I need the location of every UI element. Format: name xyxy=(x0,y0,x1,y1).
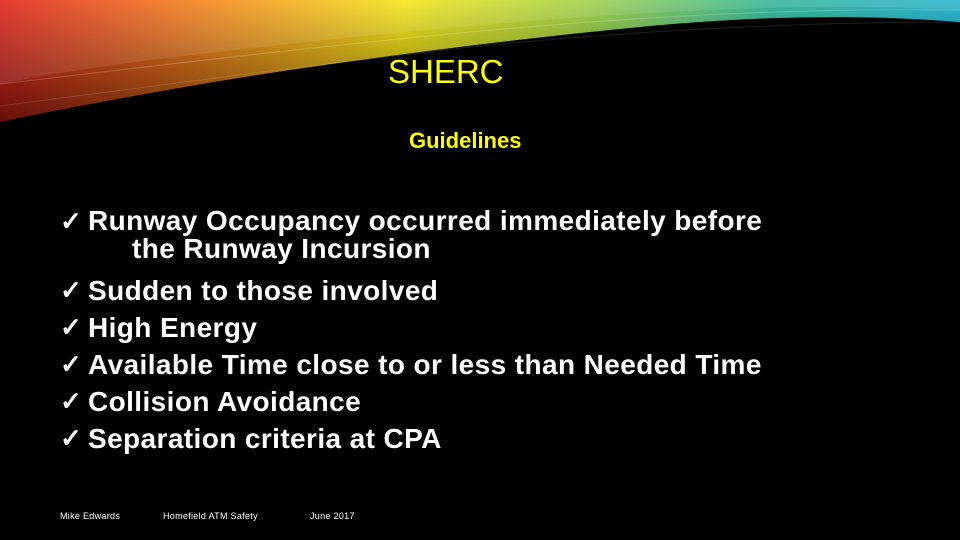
slide-title: SHERC xyxy=(388,53,504,90)
bullet-text-continuation: the Runway Incursion xyxy=(132,233,431,264)
bullet-item xyxy=(60,383,940,420)
checkmark-icon: ✓ xyxy=(60,423,83,453)
bullet-text: Collision Avoidance xyxy=(88,386,362,417)
bullet-item xyxy=(60,420,940,457)
bullet-item xyxy=(60,272,940,309)
bullet-text: Separation criteria at CPA xyxy=(88,423,442,454)
checkmark-icon: ✓ xyxy=(60,275,83,305)
bullet-item xyxy=(60,207,940,263)
checkmark-icon: ✓ xyxy=(60,206,83,236)
bullet-item xyxy=(60,309,940,346)
bullet-text: Runway Occupancy occurred immediately before xyxy=(88,205,763,236)
footer-date: June 2017 xyxy=(310,511,355,521)
slide-subtitle: Guidelines xyxy=(409,128,522,153)
bullet-list xyxy=(60,207,940,457)
footer-author: Mike Edwards xyxy=(60,511,121,521)
checkmark-icon: ✓ xyxy=(60,312,83,342)
bullet-text: Sudden to those involved xyxy=(88,275,439,306)
bullet-text: Available Time close to or less than Needed Time xyxy=(88,349,762,380)
bullet-text: High Energy xyxy=(88,312,258,343)
checkmark-icon: ✓ xyxy=(60,349,83,379)
checkmark-icon: ✓ xyxy=(60,386,83,416)
bullet-item xyxy=(60,346,940,383)
footer-organization: Homefield ATM Safety xyxy=(163,511,258,521)
